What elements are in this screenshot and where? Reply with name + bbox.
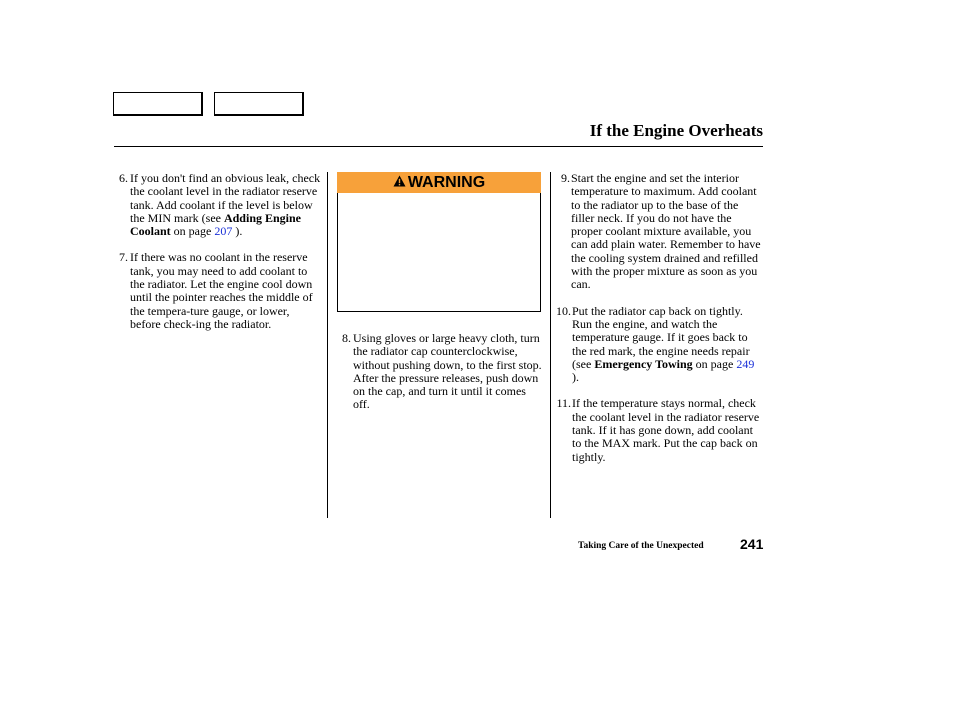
warning-triangle-icon: [393, 174, 406, 192]
warning-label: WARNING: [407, 173, 486, 191]
step-text-mid: on page: [170, 224, 215, 239]
column-divider: [550, 172, 551, 518]
step-text-tail: ).: [572, 370, 579, 385]
step-text-lead: Put the radiator cap back on tightly. Run the engine, and watch the temperature gauge. If it goes back to the red mark, the engine needs repair (see: [572, 303, 750, 371]
step-number: 8.: [342, 331, 351, 345]
page-link-249[interactable]: 249: [736, 356, 755, 371]
step-text: [128, 172, 322, 238]
title-divider: [114, 146, 763, 147]
page-link-207[interactable]: 207: [214, 224, 233, 239]
column-left: [114, 172, 322, 344]
step-number: 10.: [556, 303, 571, 318]
step-11: [556, 397, 763, 463]
step-number: 7.: [119, 250, 128, 265]
xref-adding-engine-coolant: Adding Engine Coolant: [130, 210, 302, 239]
column-middle: [337, 332, 542, 425]
step-9: [556, 172, 763, 292]
nav-button-index[interactable]: [214, 92, 304, 116]
page-title: If the Engine Overheats: [589, 121, 763, 140]
step-8: [337, 332, 542, 412]
step-6: [114, 172, 322, 238]
xref-emergency-towing: Emergency Towing: [594, 356, 693, 371]
step-text: Using gloves or large heavy cloth, turn the radiator cap counterclockwise, without pushing down, to the first stop. After the pressure releases, push down on the cap, and turn it until it comes off.: [353, 331, 542, 412]
column-right: [556, 172, 763, 477]
step-7: [114, 251, 322, 331]
step-text: [571, 305, 763, 385]
step-text: If there was no coolant in the reserve tank, you may need to add coolant to the radiator. Let the engine cool down until the pointer reaches the middle of the tempera-ture gauge, or lower, before check-ing the radiator.: [130, 250, 313, 331]
step-number: 11.: [556, 396, 571, 411]
footer-section-title: Taking Care of the Unexpected: [578, 541, 704, 551]
nav-button-main-menu[interactable]: [113, 92, 203, 116]
step-text-tail: ).: [232, 224, 243, 239]
warning-box: [337, 172, 541, 312]
step-text-lead: If you don't find an obvious leak, check the coolant level in the radiator reserve tank. Add coolant if the level is below the MIN mark (see: [130, 171, 321, 225]
footer-page-number: 241: [740, 536, 764, 552]
step-10: [556, 305, 763, 385]
column-divider: [327, 172, 328, 518]
step-text: Start the engine and set the interior temperature to maximum. Add coolant to the radiator up to the base of the filler neck. If you do not have the proper coolant mixture available, you can add plain water. Remember to have the cooling system drained and refilled with the proper mixture as soon as you can.: [571, 171, 761, 292]
step-text: If the temperature stays normal, check the coolant level in the radiator reserve tank. If it has gone down, add coolant to the MAX mark. Put the cap back on tightly.: [572, 396, 760, 464]
warning-header: [337, 172, 541, 193]
step-text-mid: on page: [692, 356, 737, 371]
step-number: 6.: [119, 171, 128, 185]
step-number: 9.: [561, 171, 570, 185]
